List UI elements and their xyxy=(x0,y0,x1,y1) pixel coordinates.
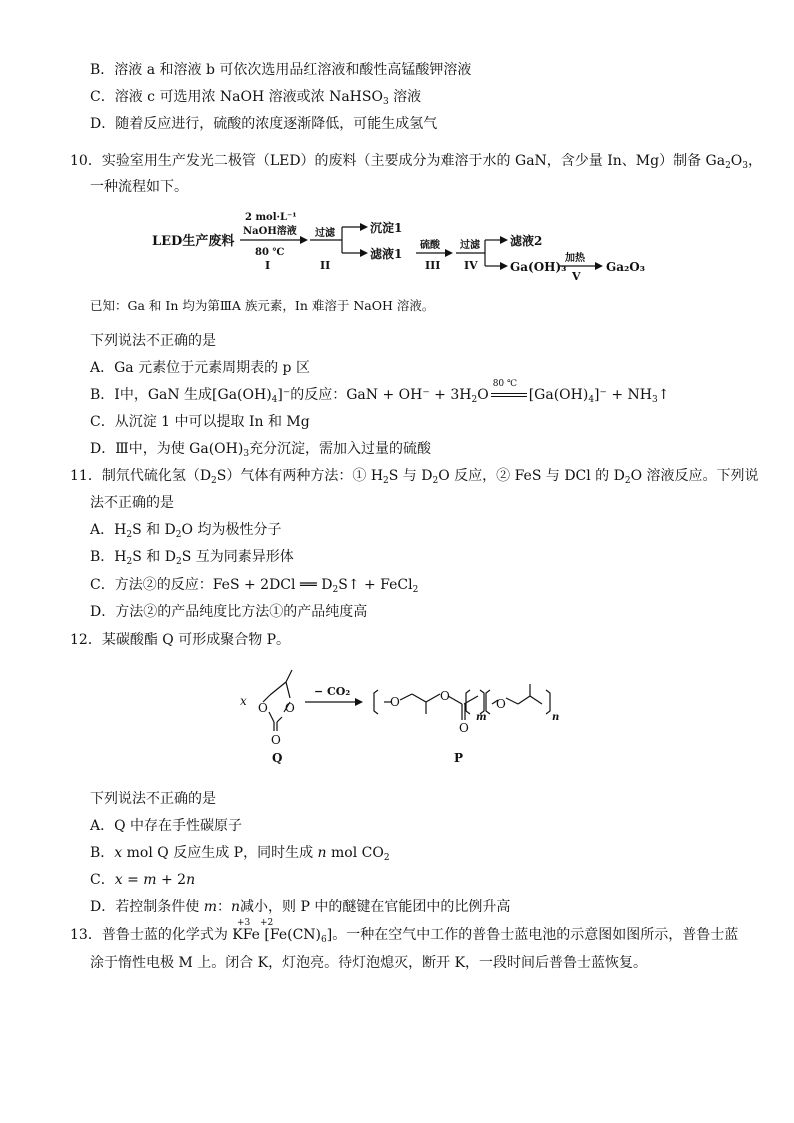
flow-prec1: 沉淀1 xyxy=(370,221,403,235)
p-subscript-m: m xyxy=(476,712,487,723)
q10-option-a: A．Ga 元素位于元素周期表的 p 区 xyxy=(90,360,310,376)
q10-option-c: C．从沉淀 1 中可以提取 In 和 Mg xyxy=(90,414,310,430)
q12-option-a: A．Q 中存在手性碳原子 xyxy=(90,818,243,834)
q11-stem-line1: 11．制氘代硫化氢$(D_2S)$气体有两种方法：① $H_2S$ 与 $D_2O$ 反应，② FeS 与 DCl 的 $D_2O$ 溶液反应。下列说 xyxy=(70,468,759,486)
q11-stem-line2: 法不正确的是 xyxy=(90,495,174,511)
q10-ask: 下列说法不正确的是 xyxy=(90,333,216,349)
p-label: P xyxy=(454,751,464,765)
option-c-prev: C．溶液 c 可选用浓 NaOH 溶液或浓 NaHSO$_3$ 溶液 xyxy=(90,89,422,107)
q10-option-b: B．Ⅰ中，GaN 生成$[Ga(OH)_4]^-$的反应：GaN + $OH^- + 3H_2O$ 80 ℃ $[Ga(OH)_4]^-$ + $NH_3↑$ xyxy=(90,385,669,405)
q13-stem-line2: 涂于惰性电极 M 上。闭合 K，灯泡亮。待灯泡熄灭，断开 K，一段时间后普鲁士蓝恢复。 xyxy=(90,955,648,971)
flow-step2: II xyxy=(320,259,331,272)
flow-cond1-bot: 80 ℃ xyxy=(255,247,285,258)
flow-start: LED生产废料 xyxy=(152,234,235,249)
option-d-prev: D．随着反应进行，硫酸的浓度逐渐降低，可能生成氢气 xyxy=(90,116,438,132)
q12-option-d: D．若控制条件使 m：n减小，则 P 中的醚键在官能团中的比例升高 xyxy=(90,899,511,915)
q12-option-c: C．x = m + 2n xyxy=(90,872,196,888)
q10-flow-diagram xyxy=(150,205,670,285)
q12-ask: 下列说法不正确的是 xyxy=(90,791,216,807)
flow-filter2: 过滤 xyxy=(460,240,480,251)
p-ester-o: O xyxy=(440,689,450,703)
q-carbonyl-o: O xyxy=(271,733,281,747)
q10-stem-line1: 10．实验室用生产发光二极管（LED）的废料（主要成分为难溶于水的 GaN，含少量 In、Mg）制备 $Ga_2O_3$， xyxy=(70,153,763,171)
flow-gaoh: Ga(OH)₃ xyxy=(510,260,567,274)
q12-stem: 12．某碳酸酯 Q 可形成聚合物 P。 xyxy=(70,632,291,648)
flow-cond1-top: 2 mol·L⁻¹ xyxy=(245,212,297,223)
p-subscript-n: n xyxy=(552,712,560,723)
flow-acid: 硫酸 xyxy=(420,240,440,251)
q-label: Q xyxy=(272,751,283,765)
q-coefficient-x: x xyxy=(240,694,247,708)
flow-filt2: 滤液2 xyxy=(510,234,543,248)
q13-stem-line1: 13．普鲁士蓝的化学式为 KFe $[Fe(CN)_6]$。一种在空气中工作的普鲁士蓝电池的示意图如图所示，普鲁士蓝 xyxy=(70,927,739,945)
q11-option-b: B．$H_2S$ 和 $D_2S$ 互为同素异形体 xyxy=(90,549,294,567)
q11-option-d: D．方法②的产品纯度比方法①的产品纯度高 xyxy=(90,604,368,620)
q13-oxidation-state-fe3: +3 xyxy=(237,918,251,928)
p-carbonyl-o: O xyxy=(459,721,469,735)
q11-option-c: C．方法②的反应：FeS + 2DCl ══ $D_2S↑$ + FeCl$_2$ xyxy=(90,577,419,595)
flow-step1: I xyxy=(265,259,271,272)
q-ring-o1: O xyxy=(258,701,268,715)
p-ether-o2: O xyxy=(496,697,506,711)
q-ring-o2: O xyxy=(285,701,295,715)
q10-option-d: D．Ⅲ中，为使 $Ga(OH)_3$充分沉淀，需加入过量的硫酸 xyxy=(90,441,432,459)
q12-reaction-diagram xyxy=(230,660,570,770)
flow-product: Ga₂O₃ xyxy=(606,260,645,274)
q10-stem-line2: 一种流程如下。 xyxy=(90,179,188,195)
q11-option-a: A．$H_2S$ 和 $D_2O$ 均为极性分子 xyxy=(90,522,282,540)
condition-80c: 80 ℃ xyxy=(492,379,518,389)
flow-step5: V xyxy=(572,270,581,283)
q12-option-b: B．x mol Q 反应生成 P，同时生成 n mol $CO_2$ xyxy=(90,845,390,863)
p-ether-o1: O xyxy=(390,695,400,709)
q10-note: 已知：Ga 和 In 均为第ⅢA 族元素，In 难溶于 NaOH 溶液。 xyxy=(90,298,435,313)
flow-step4: IV xyxy=(464,259,478,272)
flow-filter1: 过滤 xyxy=(315,228,335,239)
flow-filt1: 滤液1 xyxy=(370,247,403,261)
minus-co2-label: − CO₂ xyxy=(314,685,351,698)
flow-cond1-mid: NaOH溶液 xyxy=(243,226,297,237)
flow-step3: III xyxy=(425,259,441,272)
option-b-prev: B．溶液 a 和溶液 b 可依次选用品红溶液和酸性高锰酸钾溶液 xyxy=(90,62,472,78)
flow-heat: 加热 xyxy=(565,253,585,264)
q13-oxidation-state-fe2: +2 xyxy=(260,918,274,928)
